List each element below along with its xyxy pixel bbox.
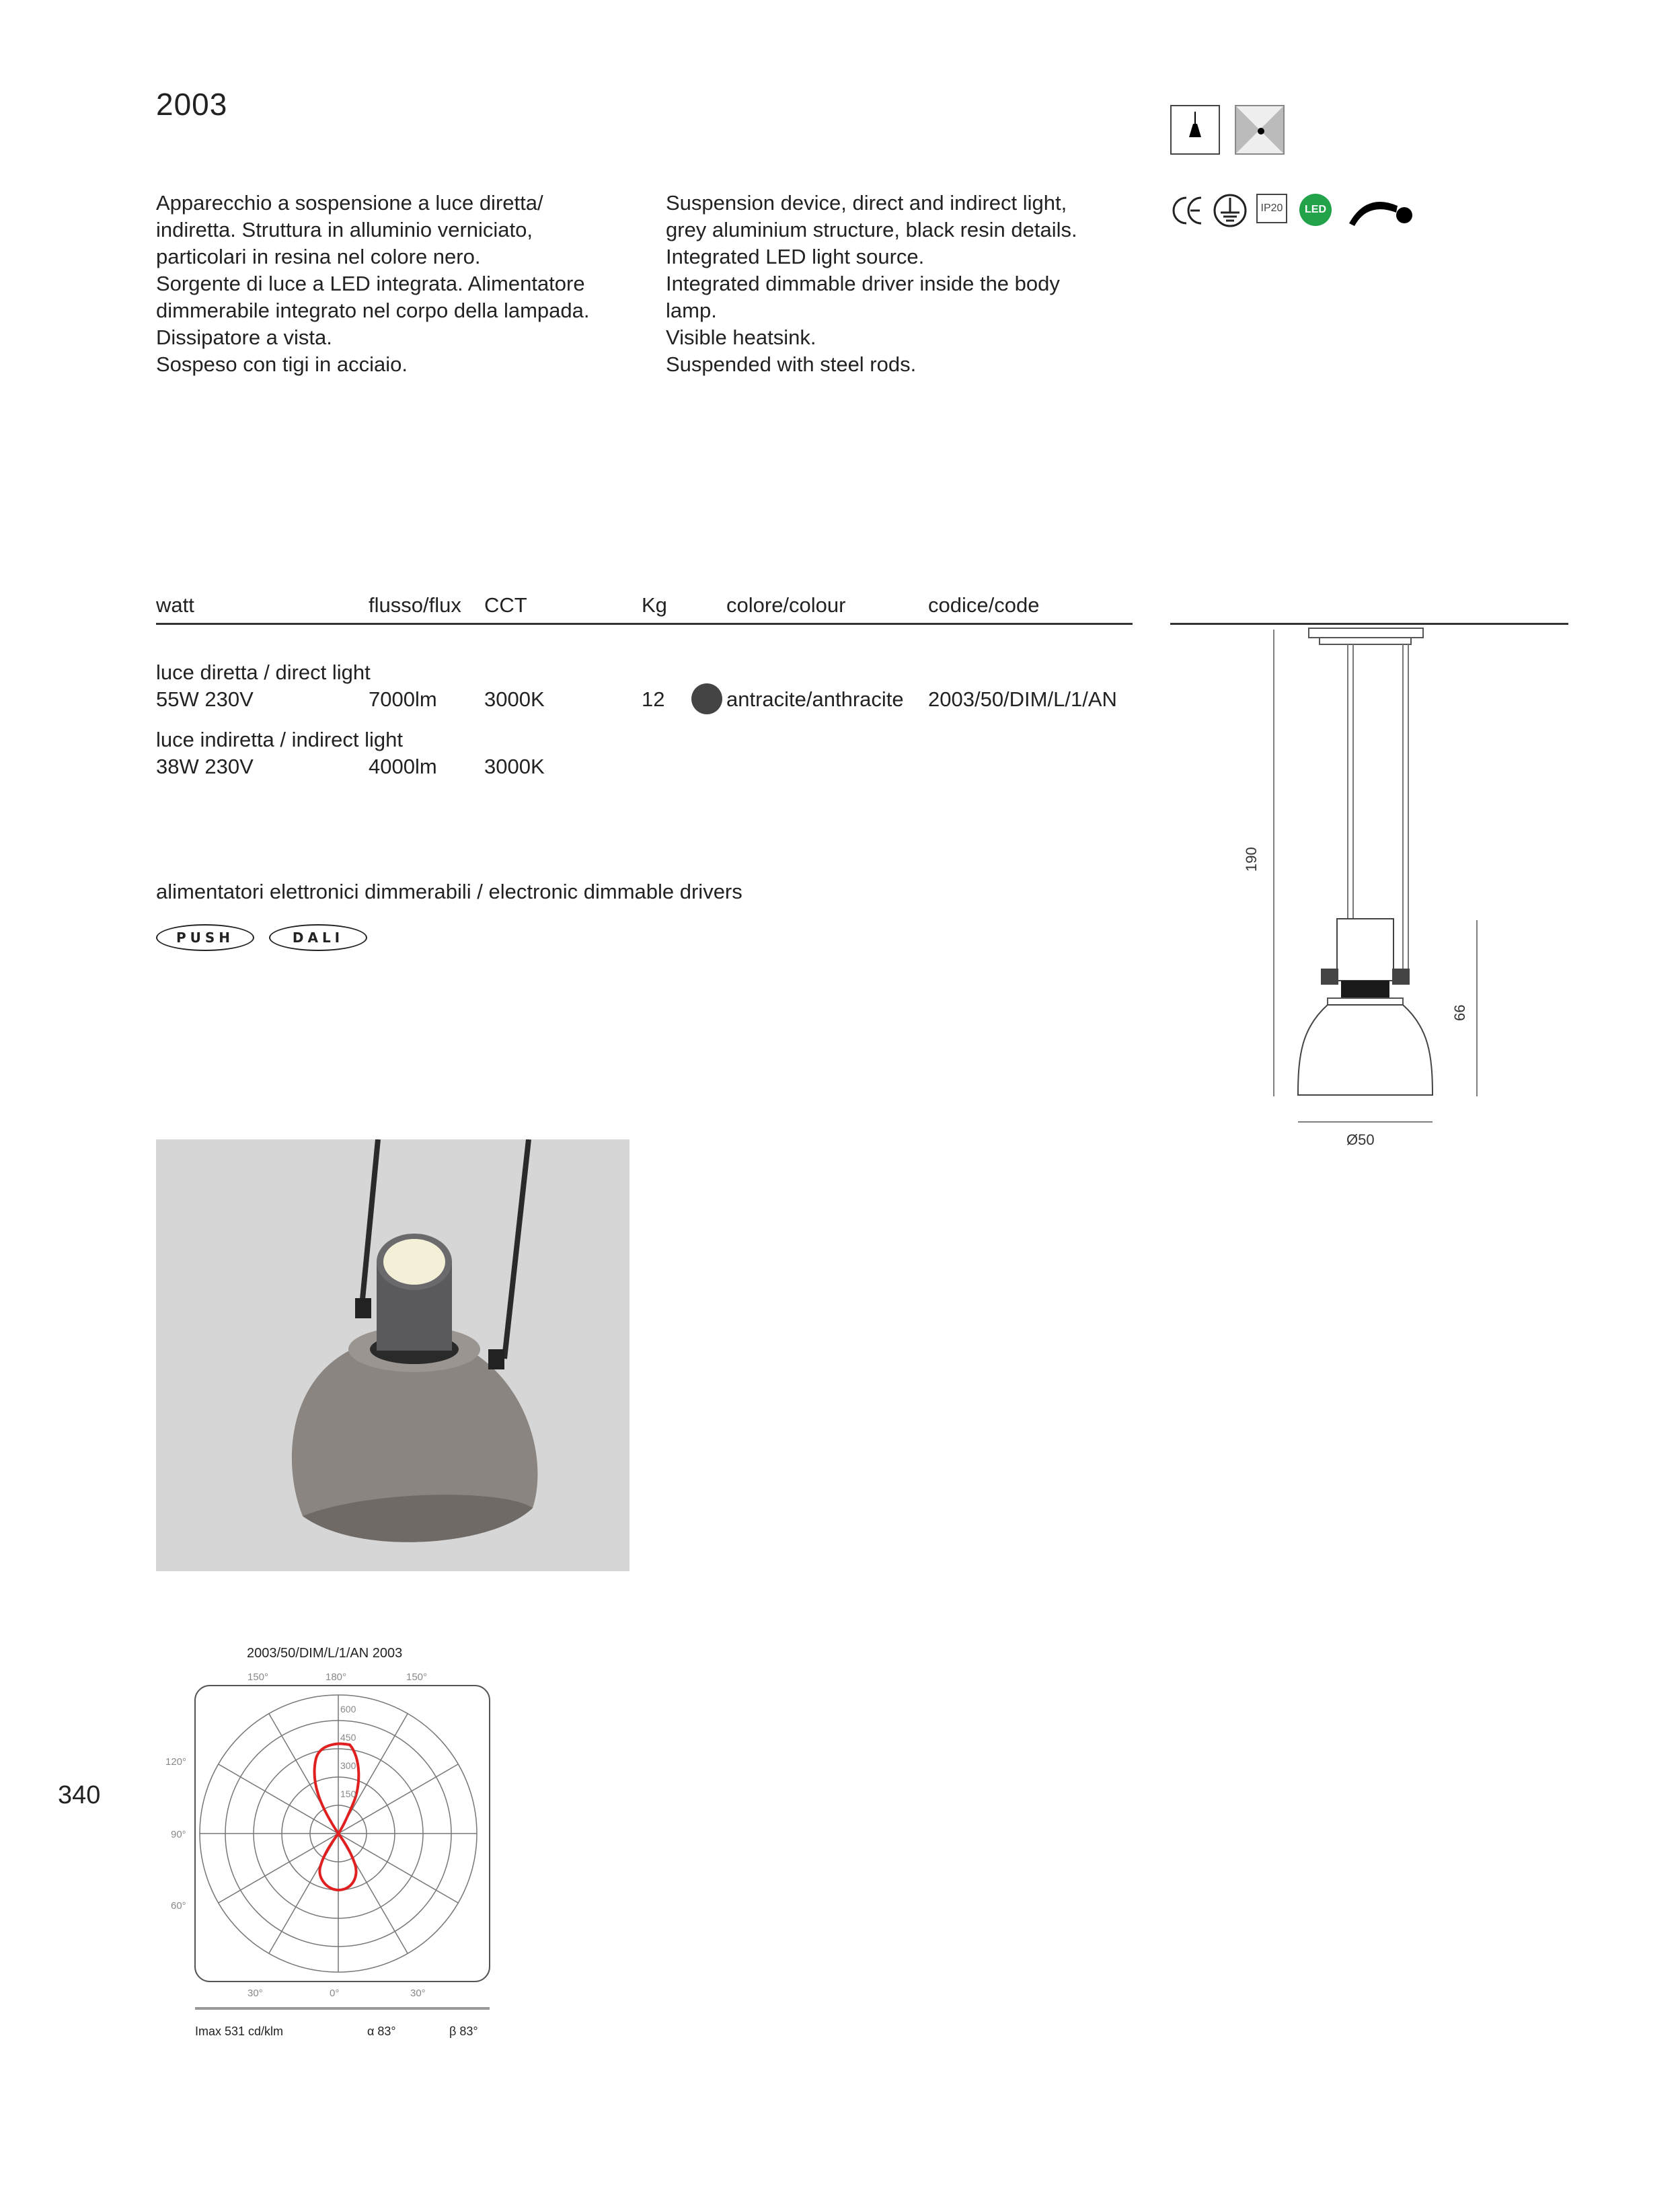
header-flux: flusso/flux [369, 593, 461, 617]
angle-bottom-left: 30° [247, 1988, 263, 1999]
radial-label-600: 600 [340, 1704, 356, 1714]
header-code: codice/code [928, 593, 1040, 617]
pendant-mount-icon [1170, 105, 1220, 155]
direct-light-label: luce diretta / direct light [156, 661, 371, 684]
direct-kg: 12 [642, 687, 665, 711]
angle-left-3: 60° [171, 1900, 186, 1912]
dali-badge: DALI [269, 924, 367, 951]
angle-top-left: 150° [247, 1671, 269, 1683]
direct-watt: 55W 230V [156, 687, 254, 711]
dimension-height-total: 190 [1243, 847, 1260, 872]
page-number: 340 [58, 1781, 101, 1809]
header-watt: watt [156, 593, 194, 617]
direct-cct: 3000K [484, 687, 545, 711]
ceiling-mount-icon [1235, 105, 1285, 155]
radial-label-450: 450 [340, 1732, 356, 1743]
indirect-watt: 38W 230V [156, 755, 254, 778]
dimension-diameter: Ø50 [1346, 1131, 1375, 1148]
beta-label: β 83° [449, 2025, 478, 2038]
alpha-label: α 83° [367, 2025, 396, 2038]
description-english: Suspension device, direct and indirect light, grey aluminium structure, black resin details. Integrated LED light source. Integrated dimmable driver inside the body lamp. Visible heatsink. Suspended with steel rods. [666, 191, 1077, 376]
push-badge: PUSH [156, 924, 254, 951]
product-photo [156, 1139, 629, 1571]
angle-left-2: 90° [171, 1829, 186, 1840]
dimension-height-shade: 66 [1451, 1004, 1468, 1021]
indirect-flux: 4000lm [369, 755, 437, 778]
direct-code: 2003/50/DIM/L/1/AN [928, 687, 1117, 711]
polar-title: 2003/50/DIM/L/1/AN 2003 [247, 1646, 403, 1661]
header-colour: colore/colour [726, 593, 846, 617]
ce-mark-icon [1170, 192, 1207, 232]
angle-bottom-center: 0° [330, 1988, 340, 1999]
angle-top-right: 150° [406, 1671, 428, 1683]
indirect-light-label: luce indiretta / indirect light [156, 728, 404, 751]
angle-bottom-right: 30° [410, 1988, 426, 1999]
radial-label-300: 300 [340, 1760, 356, 1771]
photometric-diagram [156, 1630, 499, 2046]
product-title: 2003 [156, 87, 228, 122]
header-kg: Kg [642, 593, 667, 617]
description-italian: Apparecchio a sospensione a luce diretta/ indiretta. Struttura in alluminio verniciato, particolari in resina nel colore nero. Sorgente di luce a LED integrata. Alimentatore dimmerabile integrato nel corpo della lampada. Dissipatore a vista. Sospeso con tigi in acciaio. [156, 191, 590, 376]
ip20-icon: IP20 [1256, 194, 1287, 223]
radial-label-150: 150 [340, 1788, 356, 1799]
direct-colour: antracite/anthracite [726, 687, 904, 711]
led-label: LED [1305, 204, 1326, 215]
drivers-note: alimentatori elettronici dimmerabili / electronic dimmable drivers [156, 880, 742, 903]
dimmable-icon [1346, 190, 1416, 231]
angle-top-center: 180° [326, 1671, 347, 1683]
colour-swatch [691, 683, 722, 714]
header-cct: CCT [484, 593, 527, 617]
angle-left-1: 120° [165, 1756, 187, 1768]
imax-label: Imax 531 cd/klm [195, 2025, 284, 2038]
indirect-cct: 3000K [484, 755, 545, 778]
table-rule [156, 623, 1133, 625]
technical-drawing [1170, 624, 1568, 1176]
led-icon [1299, 194, 1332, 226]
direct-flux: 7000lm [369, 687, 437, 711]
earth-ground-icon [1212, 192, 1248, 232]
